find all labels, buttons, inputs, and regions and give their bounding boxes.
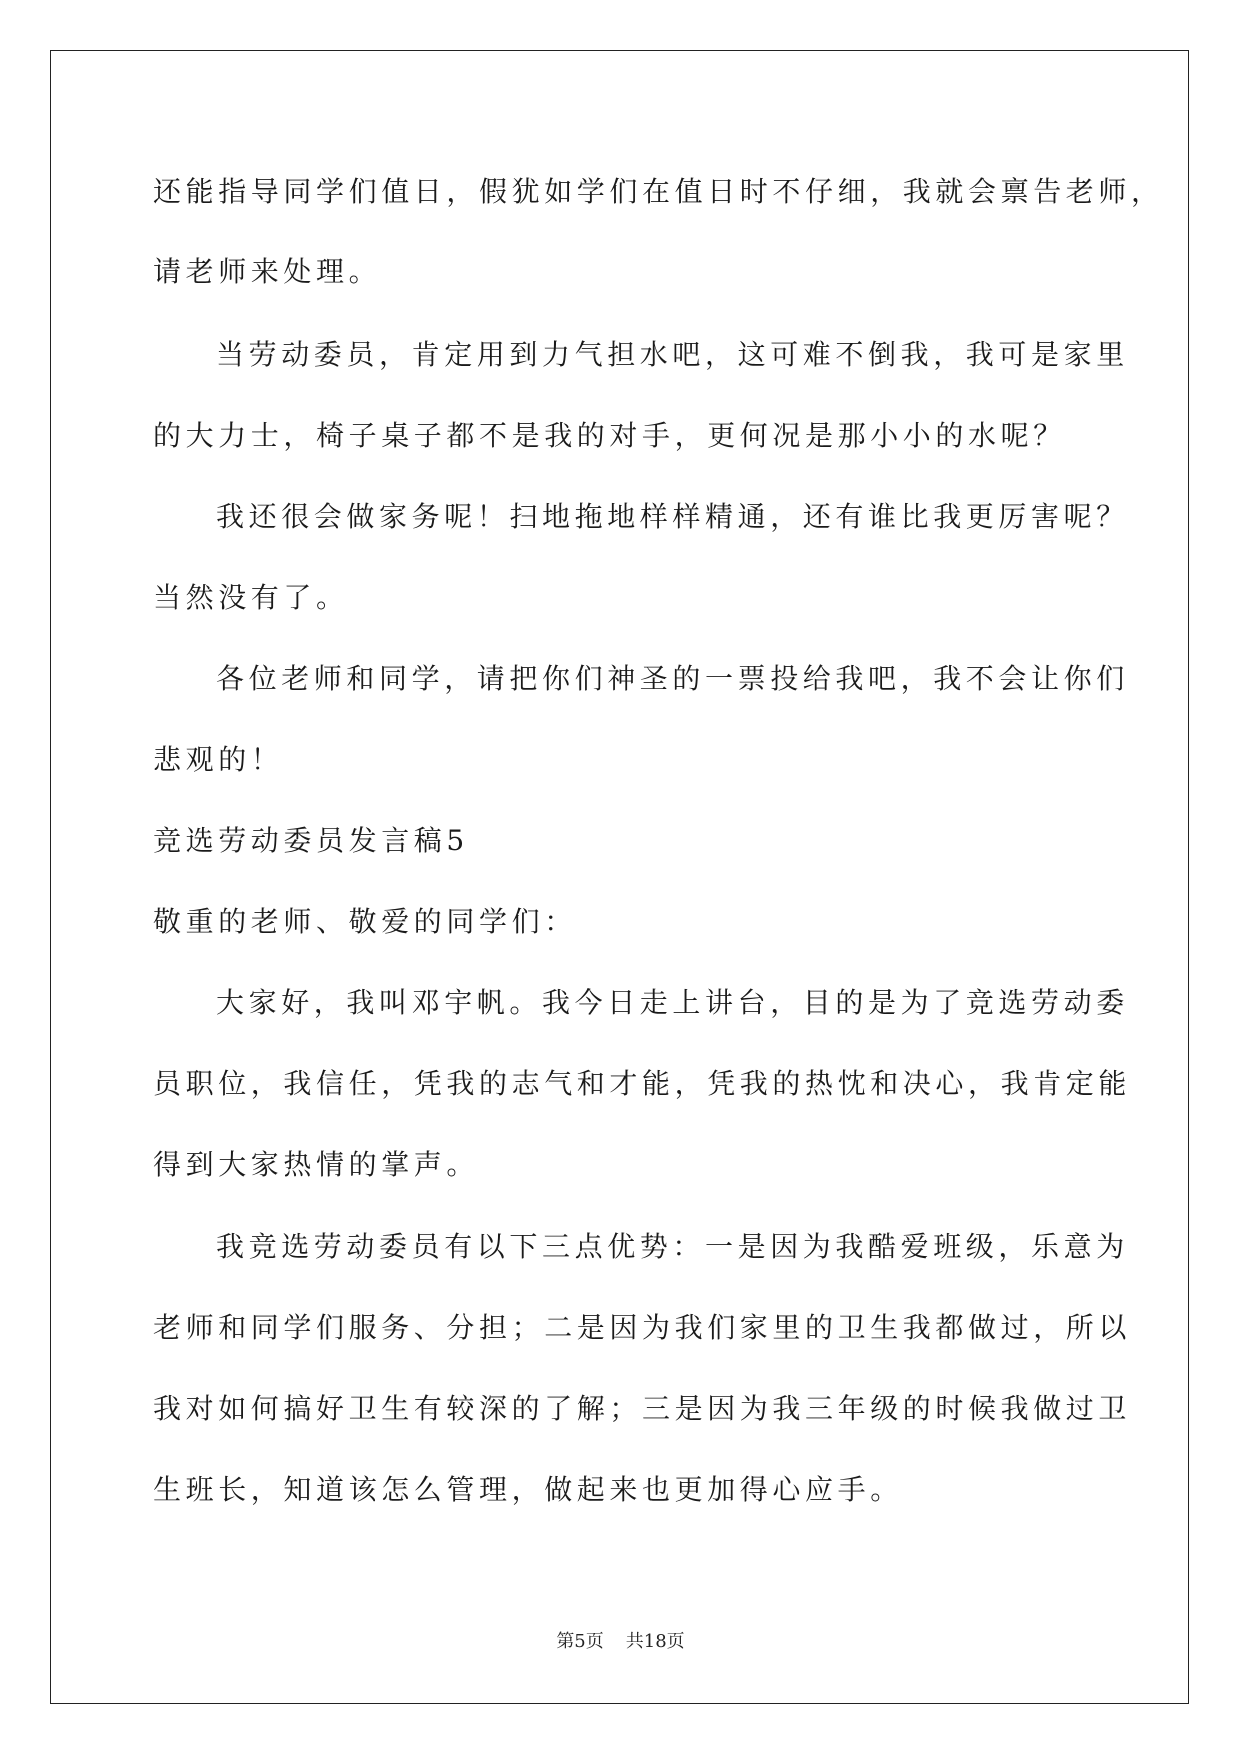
text-line: 还能指导同学们值日，假犹如学们在值日时不仔细，我就会禀告老师， (153, 175, 1164, 208)
page-number: 第5页 (556, 1631, 604, 1652)
text-line: 得到大家热情的掌声。 (153, 1148, 480, 1181)
text-line: 我竞选劳动委员有以下三点优势：一是因为我酷爱班级，乐意为 (216, 1230, 1129, 1263)
text-line: 各位老师和同学，请把你们神圣的一票投给我吧，我不会让你们 (216, 662, 1129, 695)
section-heading: 竞选劳动委员发言稿5 (153, 824, 469, 857)
text-line: 当劳动委员，肯定用到力气担水吧，这可难不倒我，我可是家里 (216, 338, 1129, 371)
text-line: 当然没有了。 (153, 581, 349, 614)
text-line: 生班长，知道该怎么管理，做起来也更加得心应手。 (153, 1473, 903, 1506)
page-border (50, 50, 1189, 1704)
text-line: 请老师来处理。 (153, 255, 382, 288)
text-line: 的大力士，椅子桌子都不是我的对手，更何况是那小小的水呢？ (153, 419, 1066, 452)
text-line: 悲观的！ (153, 743, 284, 776)
text-line: 我对如何搞好卫生有较深的了解；三是因为我三年级的时候我做过卫 (153, 1392, 1132, 1425)
text-line: 我还很会做家务呢！扫地拖地样样精通，还有谁比我更厉害呢？ (216, 500, 1129, 533)
text-line: 老师和同学们服务、分担；二是因为我们家里的卫生我都做过，所以 (153, 1311, 1132, 1344)
text-line: 员职位，我信任，凭我的志气和才能，凭我的热忱和决心，我肯定能 (153, 1067, 1132, 1100)
text-line: 大家好，我叫邓宇帆。我今日走上讲台，目的是为了竞选劳动委 (216, 986, 1129, 1019)
page-footer (0, 1630, 1241, 1654)
page-total: 共18页 (625, 1631, 685, 1652)
salutation: 敬重的老师、敬爱的同学们： (153, 905, 577, 938)
